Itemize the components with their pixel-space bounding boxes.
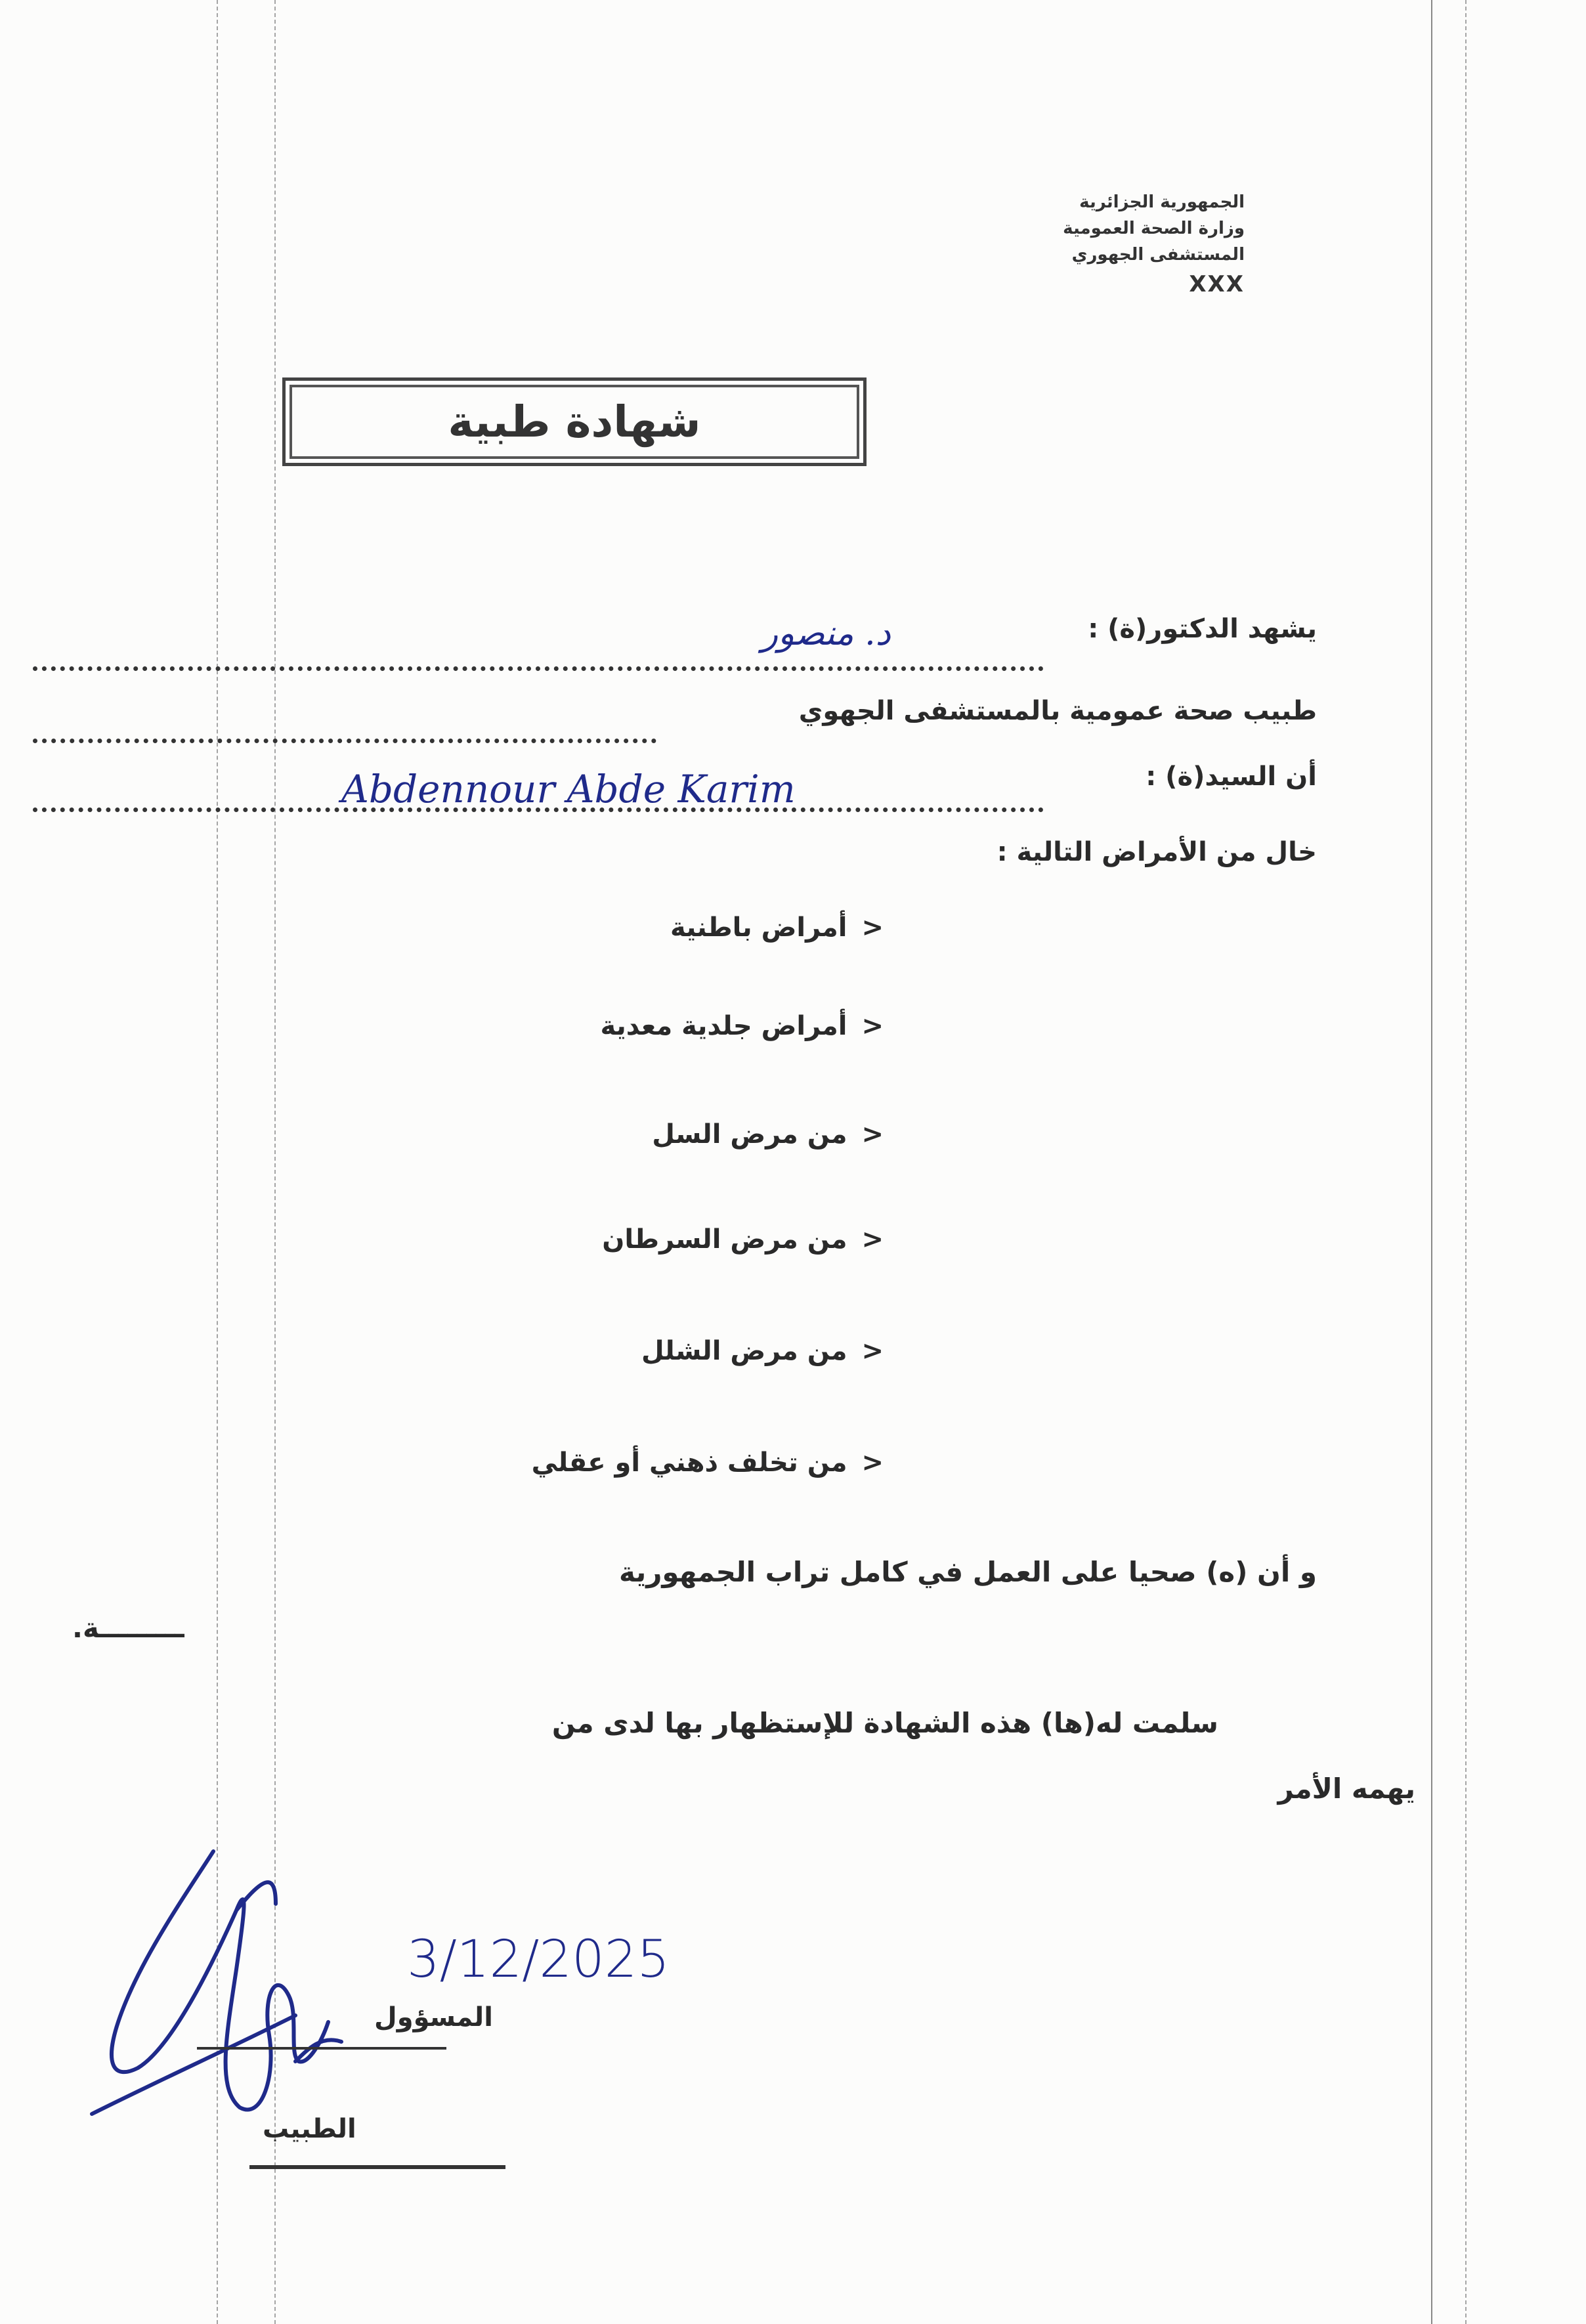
fitness-statement: و أن (ه) صحيا على العمل في كامل تراب الجمهورية (618, 1556, 1317, 1588)
condition-item: <من مرض السل (652, 1119, 884, 1150)
certificate-title: شهادة طبية (448, 397, 701, 447)
arrow-icon: < (861, 1011, 884, 1041)
arrow-icon: < (861, 913, 884, 943)
signature-label: المسؤول (374, 2002, 493, 2033)
free-from-label: خال من الأمراض التالية : (997, 837, 1317, 867)
dotted-fill-line (33, 666, 1044, 671)
doctor-name-handwritten: د. منصور (761, 614, 891, 653)
doctor-label: يشهد الدكتور(ة) : (1088, 614, 1317, 644)
header-ministry: وزارة الصحة العمومية (1063, 219, 1245, 238)
dotted-fill-line (33, 739, 656, 743)
scan-artifact-line (1465, 0, 1467, 2324)
doctor-signature-underline (249, 2165, 505, 2169)
issued-statement-end: يهمه الأمر (1277, 1773, 1415, 1805)
scan-artifact-line (1431, 0, 1432, 2324)
header-code: XXX (1189, 271, 1245, 297)
header-republic: الجمهورية الجزائرية (1079, 192, 1245, 212)
signature-scribble (79, 1799, 446, 2166)
arrow-icon: < (861, 1336, 884, 1366)
dotted-fill-line (33, 807, 1044, 812)
arrow-icon: < (861, 1448, 884, 1478)
condition-item: <أمراض باطنية (670, 913, 884, 943)
condition-item: <من تخلف ذهني أو عقلي (531, 1448, 884, 1478)
signature-underline (197, 2047, 446, 2050)
patient-name-handwritten: Abdennour Abde Karim (341, 767, 796, 811)
fitness-statement-end: ـــــــــة. (72, 1612, 184, 1644)
arrow-icon: < (861, 1224, 884, 1255)
certificate-title-box (282, 377, 867, 466)
doctor-signature-label: الطبيب (263, 2114, 356, 2144)
arrow-icon: < (861, 1119, 884, 1150)
condition-item: <من مرض الشلل (641, 1336, 884, 1366)
patient-label: أن السيد(ة) : (1146, 762, 1317, 792)
issued-statement: سلمت له(ها) هذه الشهادة للإستظهار بها لدى من (551, 1707, 1218, 1739)
date-handwritten: 3/12/2025 (407, 1930, 670, 1989)
doctor-position-line: طبيب صحة عمومية بالمستشفى الجهوي (798, 696, 1317, 726)
condition-item: <أمراض جلدية معدية (600, 1011, 884, 1041)
header-hospital: المستشفى الجهوري (1071, 245, 1245, 265)
condition-item: <من مرض السرطان (602, 1224, 884, 1255)
